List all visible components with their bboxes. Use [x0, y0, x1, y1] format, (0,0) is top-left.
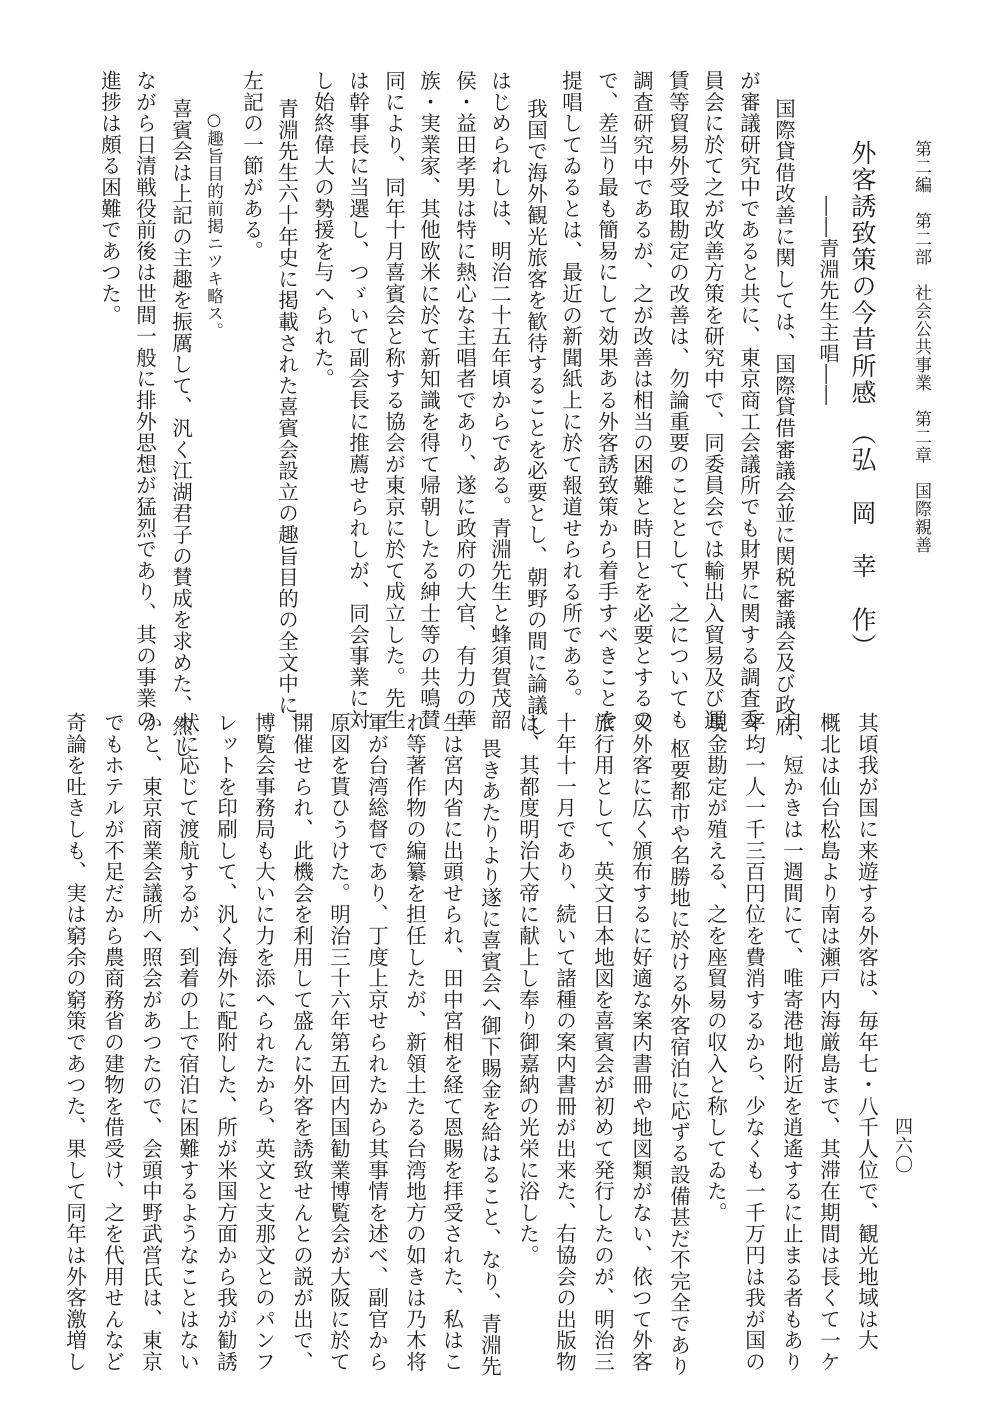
lower-text-line: 奇論を吐きしも、実は窮余の窮策であつた、果して同年は外客激増し	[62, 712, 87, 1373]
lower-text-line: 軍が台湾総督であり、丁度上京せられたから其事情を述べ、副官から	[364, 712, 389, 1373]
upper-text-line: ○趣旨目的前掲ニツキ略ス。	[204, 110, 224, 340]
lower-text-line: でもホテルが不足だから農商務省の建物を借受け、之を代用せんなど	[100, 712, 125, 1373]
upper-text-line: 提唱してゐるとは、最近の新聞紙上に於て報道せられる所である。	[558, 70, 583, 709]
lower-text-line: 枢要都市や名勝地に於ける外客宿泊に応ずる設備甚だ不完全であり	[666, 738, 691, 1377]
lower-text-line: は、其都度明治大帝に献上し奉り御嘉納の光栄に浴した。	[515, 712, 540, 1266]
upper-text-line: 進捗は頗る困難であつた。	[97, 70, 122, 326]
lower-text-line: 月、短かきは一週間にて、唯寄港地附近を逍遙するに止まる者もあり	[779, 712, 804, 1373]
lower-text-line: 旅行用として、英文日本地図を喜賓会が初めて発行したのが、明治三	[590, 712, 615, 1373]
upper-text-line: 青淵先生六十年史に掲載された喜賓会設立の趣旨目的の全文中に、	[274, 98, 299, 737]
lower-text-line: 生は宮内省に出頭せられ、田中宮相を経て恩賜を拝受された、私はこ	[439, 712, 464, 1373]
upper-text-line: 喜賓会は上記の主趣を振厲して、汎く江湖君子の賛成を求めた、然し	[168, 98, 193, 759]
running-head: 第二編 第二部 社会公共事業 第二章 国際親善	[911, 140, 931, 554]
lower-text-line: 又外客に広く頒布するに好適な案内書冊や地図類がない、依つて外客	[628, 712, 653, 1373]
lower-text-line: 其頃我が国に来遊する外客は、毎年七・八千人位で、観光地域は大	[854, 712, 879, 1351]
upper-text-line: 員会に於て之が改善方策を研究中で、同委員会では輸出入貿易及び運	[700, 70, 725, 731]
upper-text-line: ながら日清戦役前後は世間一般に排外思想が猛烈であり、其の事業の	[132, 70, 157, 731]
lower-text-line: 畏きあたりより遂に喜賓会へ御下賜金を給はること、なり、青淵先	[477, 738, 502, 1377]
lower-text-line: 十年十一月であり、続いて諸種の案内書冊が出来た、右協会の出版物	[552, 712, 577, 1373]
lower-text-line: 原図を貰ひうけた。明治三十六年第五回内国勧業博覧会が大阪に於て	[326, 712, 351, 1373]
lower-text-line: 平均一人一千三百円位を費消するから、少なくも一千万円は我が国の	[741, 712, 766, 1373]
upper-text-line: 賃等貿易外受取勘定の改善は、勿論重要のこととして、之についても	[665, 70, 690, 731]
lower-text-line: 開催せられ、此機会を利用して盛んに外客を誘致せんとの説が出で、	[289, 712, 314, 1373]
article-title: 外客誘致策の今昔所感 （弘 岡 幸 作）	[848, 140, 877, 660]
lower-text-line: かと、東京商業会議所へ照会があつたので、会頭中野武営氏は、東京	[138, 712, 163, 1373]
upper-text-line: で、差当り最も簡易にして効果ある外客誘致策から着手すべきことを	[594, 70, 619, 731]
lower-text-line: 現金勘定が殖える、之を座貿易の収入と称してゐた。	[703, 712, 728, 1224]
lower-text-line: れ等著作物の編纂を担任したが、新領土たる台湾地方の如きは乃木将	[402, 712, 427, 1373]
article-subtitle: ――青淵先生主唱――	[816, 196, 840, 406]
upper-text-line: が審議研究中であると共に、東京商工会議所でも財界に関する調査委	[736, 70, 761, 731]
upper-text-line: 国際貸借改善に関しては、国際貸借審議会並に関税審議会及び政府	[771, 98, 796, 737]
upper-text-line: 同により、同年十月喜賓会と称する協会が東京に於て成立した。先生	[381, 70, 406, 731]
lower-text-line: 状に応じて渡航するが、到着の上で宿泊に困難するようなことはない	[175, 712, 200, 1373]
upper-text-line: し始終偉大の勢援を与へられた。	[310, 70, 335, 390]
upper-text-line: 我国で海外観光旅客を歓待することを必要とし、朝野の間に論議し	[523, 98, 548, 737]
upper-text-line: 侯・益田孝男は特に熱心な主唱者であり、遂に政府の大官、有力の華	[452, 70, 477, 731]
lower-text-line: 博覧会事務局も大いに力を添へられたから、英文と支那文とのパンフ	[251, 712, 276, 1373]
lower-text-line: レットを印刷して、汎く海外に配附した、所が米国方面から我が勧誘	[213, 712, 238, 1373]
upper-text-line: 族・実業家、其他欧米に於て新知識を得て帰朝したる紳士等の共鳴賛	[416, 70, 441, 731]
upper-text-line: 調査研究中であるが、之が改善は相当の困難と時日とを必要とするの	[629, 70, 654, 731]
upper-text-line: 左記の一節がある。	[239, 70, 264, 262]
upper-text-line: はじめられしは、明治二十五年頃からである。青淵先生と蜂須賀茂韶	[487, 70, 512, 731]
page-number: 四六〇	[892, 1117, 913, 1174]
lower-text-line: 概北は仙台松島より南は瀬戸内海厳島まで、其滞在期間は長くて一ケ	[816, 712, 841, 1373]
upper-text-line: は幹事長に当選し、つゞいて副会長に推薦せられしが、同会事業に対	[345, 70, 370, 731]
